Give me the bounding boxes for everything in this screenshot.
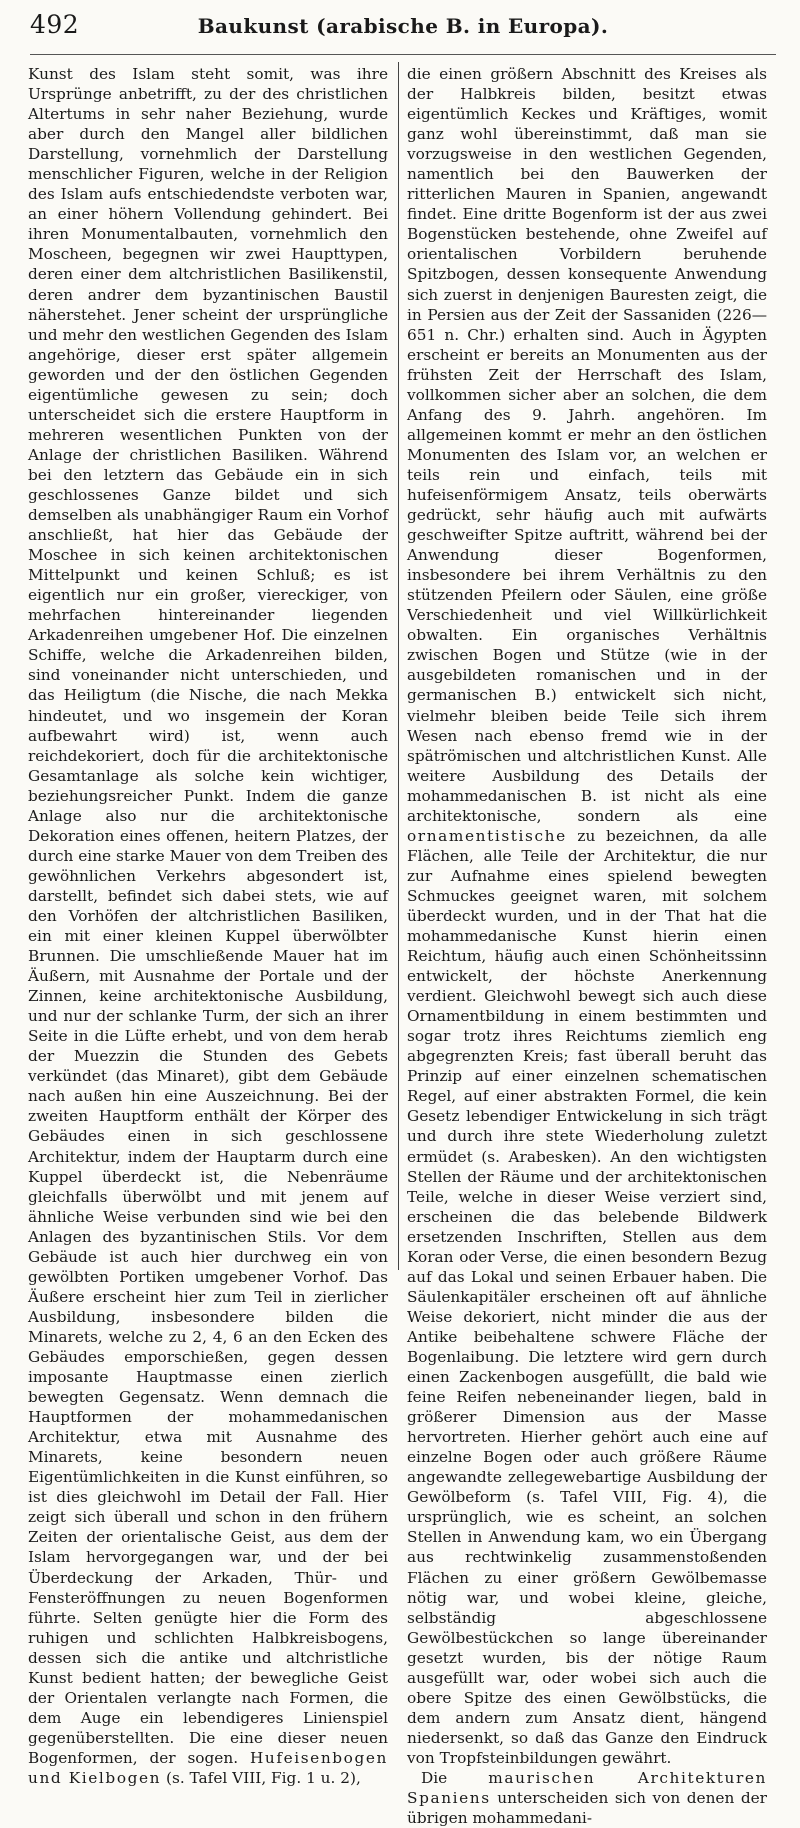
spaced-term: ornamentistische — [407, 826, 567, 845]
column-divider — [398, 62, 399, 1270]
running-title: Baukunst (arabische B. in Europa). — [197, 14, 609, 38]
left-column — [28, 64, 388, 1787]
right-paragraph-1 — [407, 64, 767, 1768]
page-number: 492 — [30, 10, 80, 39]
page-header — [30, 10, 776, 50]
left-paragraph-text: Kunst des Islam steht somit, was ihre Ursprünge anbetrifft, zu der des christlichen Altertums in sehr naher Beziehung, wurde aber durch den Mangel aller bildlichen Darstellung, vornehmlich der Darstellung menschlicher Figuren, welche in der Religion des Islam aufs entschiedendste verboten war, an einer höhern Vollendung gehindert. Bei ihren Monumentalbauten, vornehmlich den Moscheen, begegnen wir zwei Haupttypen, deren einer dem altchristlichen Basilikenstil, deren andrer dem byzantinischen Baustil näherstehet. Jener scheint der ursprüngliche und mehr den westlichen Gegenden des Islam angehörige, dieser erst später allgemein geworden und der den östlichen Gegenden eigentümliche gewesen zu sein; doch unterscheidet sich die erstere Hauptform in mehreren wesentlichen Punkten von der Anlage der christlichen Basiliken. Während bei den letztern das Gebäude ein in sich geschlossenes Ganze bildet und sich demselben als unabhängiger Raum ein Vorhof anschließt, hat hier das Gebäude der Moschee in sich keinen architektonischen Mittelpunkt und keinen Schluß; es ist eigentlich nur ein großer, viereckiger, von mehrfachen hintereinander liegenden Arkadenreihen umgebener Hof. Die einzelnen Schiffe, welche die Arkadenreihen bilden, sind voneinander nicht unterschieden, und das Heiligtum (die Nische, die nach Mekka hindeutet, und wo insgemein der Koran aufbewahrt wird) ist, wenn auch reichdekoriert, doch für die architektonische Gesamtanlage als solche kein wichtiger, beziehungsreicher Punkt. Indem die ganze Anlage also nur die architektonische Dekoration eines offenen, heitern Platzes, der durch eine starke Mauer von dem Treiben des gewöhnlichen Verkehrs abgesondert ist, darstellt, befindet sich dabei stets, wie auf den Vorhöfen der altchristlichen Basiliken, ein mit einer kleinen Kuppel überwölbter Brunnen. Die umschließende Mauer hat im Äußern, mit Ausnahme der Portale und der Zinnen, keine architektonische Ausbildung, und nur der schlanke Turm, der sich an ihrer Seite in die Lüfte erhebt, und von dem herab der Muezzin die Stunden des Gebets verkündet (das Minaret), gibt dem Gebäude nach außen hin eine Auszeichnung. Bei der zweiten Hauptform enthält der Körper des Gebäudes einen in sich geschlossene Architektur, indem der Hauptarm durch eine Kuppel überdeckt ist, die Nebenräume gleichfalls überwölbt und mit jenem auf ähnliche Weise verbunden sind wie bei den Anlagen des byzantinischen Stils. Vor dem Gebäude ist auch hier durchweg ein von gewölbten Portiken umgebener Vorhof. Das Äußere erscheint hier zum Teil in zierlicher Ausbildung, insbesondere bilden die Minarets, welche zu 2, 4, 6 an den Ecken des Gebäudes emporschießen, gegen dessen imposante Hauptmasse einen zierlich bewegten Gegensatz. Wenn demnach die Hauptformen der mohammedanischen Architektur, etwa mit Ausnahme des Minarets, keine besondern neuen Eigentümlichkeiten in die Kunst einführen, so ist dies gleichwohl im Detail der Fall. Hier zeigt sich überall und schon in den frühern Zeiten der orientalische Geist, aus dem der Islam hervorgegangen war, und der bei Überdeckung der Arkaden, Thür- und Fensteröffnungen zu neuen Bogenformen führte. Selten genügte hier die Form des ruhigen und schlichten Halbkreisbogens, dessen sich die antike und altchristliche Kunst bedient hatten; der bewegliche Geist der Orientalen verlangte nach Formen, die dem Auge ein lebendigeres Linienspiel gegenüberstellten. Die eine dieser neuen Bogenformen, der sogen. — [28, 65, 388, 1767]
figure-reference: (s. Tafel VIII, Fig. 1 u. 2), — [166, 1768, 361, 1787]
left-paragraph — [28, 64, 388, 1788]
right-column — [407, 64, 767, 1828]
spaced-term: Hufeisenbogen und Kielbogen — [28, 1748, 388, 1787]
paragraph-start: Die — [421, 1768, 448, 1787]
spaced-term: maurischen Architekturen Spaniens — [407, 1768, 767, 1808]
right-paragraph-continuation: zu bezeichnen, da alle Flächen, alle Teile der Architektur, die nur zur Aufnahme eines spielend bewegten Schmuckes geeignet waren, mit solchem überdeckt wurden, und in der That hat die mohammedanische Kunst hierin einen Reichtum, häufig auch einen Schönheitssinn entwickelt, der höchste Anerkennung verdient. Gleichwohl bewegt sich auch diese Ornamentbildung in einem bestimmten und sogar trotz ihres Reichtums ziemlich eng abgegrenzten Kreis; fast überall beruht das Prinzip auf einer einzelnen schematischen Regel, auf einer abstrakten Formel, die kein Gesetz lebendiger Entwickelung in sich trägt und durch ihre stete Wiederholung zuletzt ermüdet (s. Arabesken). An den wichtigsten Stellen der Räume und der architektonischen Teile, welche in dieser Weise verziert sind, erscheinen die das belebende Bildwerk ersetzenden Inschriften, Stellen aus dem Koran oder Verse, die einen besondern Bezug auf das Lokal und seinen Erbauer haben. Die Säulenkapitäler erscheinen oft auf ähnliche Weise dekoriert, nicht minder die aus der Antike beibehaltene schwere Fläche der Bogenlaibung. Die letztere wird gern durch einen Zackenbogen ausgefüllt, die bald wie feine Reifen nebeneinander liegen, bald in größerer Dimension aus der Masse hervortreten. Hierher gehört auch eine auf einzelne Bogen oder auch größere Räume angewandte zellegewebartige Ausbildung der Gewölbeform (s. Tafel VIII, Fig. 4), die ursprünglich, wie es scheint, an solchen Stellen in Anwendung kam, wo ein Übergang aus rechtwinkelig zusammenstoßenden Flächen zu einer größern Gewölbemasse nötig war, und wobei kleine, gleiche, selbständig abgeschlossene Gewölbestückchen so lange übereinander gesetzt wurden, bis der nötige Raum ausgefüllt war, oder wobei sich auch die obere Spitze des einen Gewölbstücks, die dem andern zum Ansatz dient, hängend niedersenkt, so daß das Ganze den Eindruck von Tropfsteinbildungen gewährt. — [407, 826, 767, 1767]
right-paragraph-text: die einen größern Abschnitt des Kreises als der Halbkreis bilden, besitzt etwas eigentümlich Keckes und Kräftiges, womit ganz wohl übereinstimmt, daß man sie vorzugsweise in den westlichen Gegenden, namentlich bei den Bauwerken der ritterlichen Mauren in Spanien, angewandt findet. Eine dritte Bogenform ist der aus zwei Bogenstücken bestehende, ohne Zweifel auf orientalischen Vorbildern beruhende Spitzbogen, dessen konsequente Anwendung sich zuerst in denjenigen Bauresten zeigt, die in Persien aus der Zeit der Sassaniden (226—651 n. Chr.) erhalten sind. Auch in Ägypten erscheint er bereits an Monumenten aus der frühsten Zeit der Herrschaft des Islam, vollkommen sicher aber an solchen, die dem Anfang des 9. Jahrh. angehören. Im allgemeinen kommt er mehr an den östlichen Monumenten des Islam vor, an welchen er teils rein und einfach, teils mit hufeisenförmigem Ansatz, teils oberwärts gedrückt, sehr häufig auch mit aufwärts geschweifter Spitze auftritt, während bei der Anwendung dieser Bogenformen, insbesondere bei ihrem Verhältnis zu den stützenden Pfeilern oder Säulen, eine größe Verschiedenheit und viel Willkürlichkeit obwalten. Ein organisches Verhältnis zwischen Bogen und Stütze (wie in der ausgebildeten romanischen und in der germanischen B.) entwickelt sich nicht, vielmehr bleiben beide Teile sich ihrem Wesen nach ebenso fremd wie in der spätrömischen und altchristlichen Kunst. Alle weitere Ausbildung des Details der mohammedanischen B. ist nicht als eine architektonische, sondern als eine — [407, 65, 767, 825]
paragraph-continuation: unterscheiden sich von denen der übrigen mohammedani- — [407, 1789, 767, 1828]
right-paragraph-2 — [407, 1768, 767, 1828]
header-rule — [30, 54, 776, 55]
